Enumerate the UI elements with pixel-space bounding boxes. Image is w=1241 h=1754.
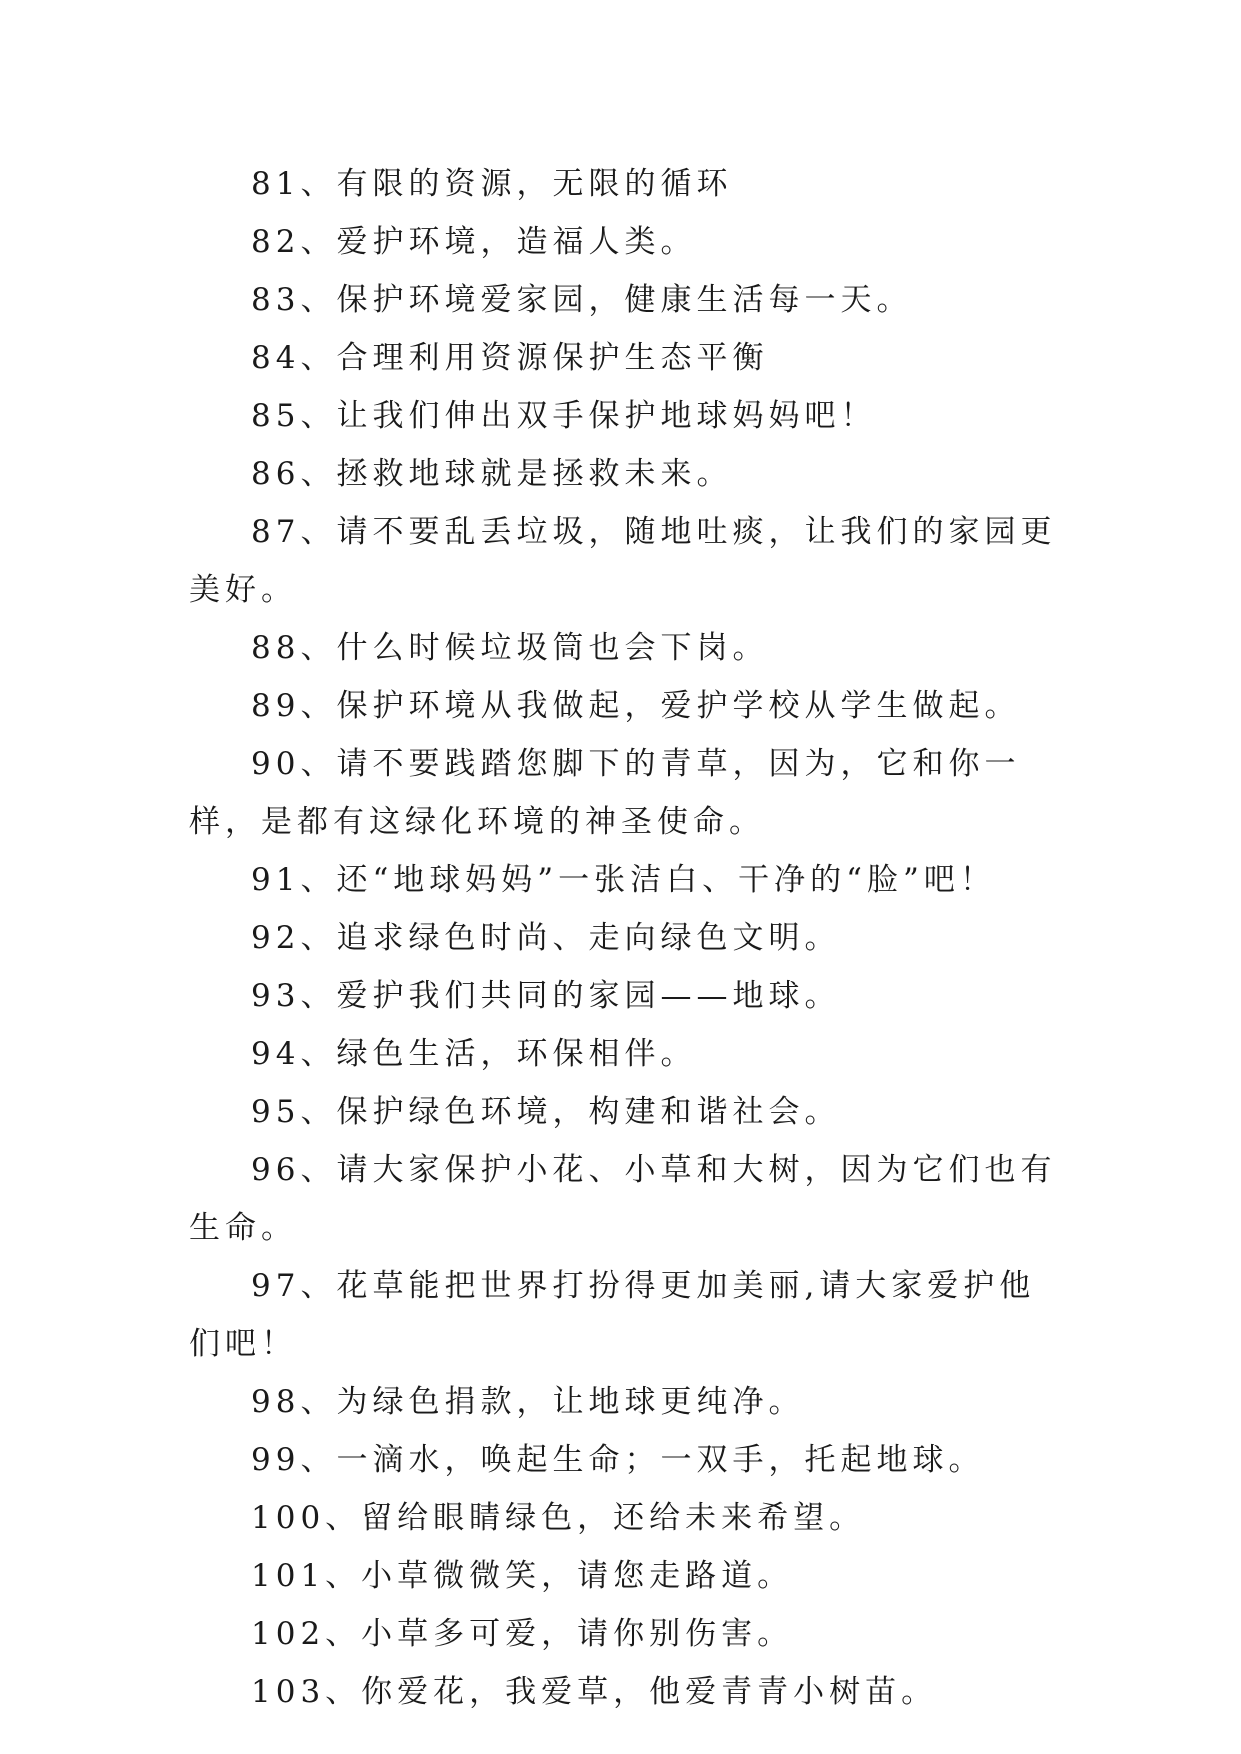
- slogan-item-103: 103、你爱花，我爱草，他爱青青小树苗。: [251, 1674, 938, 1710]
- slogan-item-81: 81、有限的资源，无限的循环: [251, 166, 733, 202]
- slogan-item-83: 83、保护环境爱家园，健康生活每一天。: [251, 282, 913, 318]
- slogan-item-89: 89、保护环境从我做起，爱护学校从学生做起。: [251, 688, 1021, 724]
- slogan-item-90: 90、请不要践踏您脚下的青草，因为，它和你一样，是都有这绿化环境的神圣使命。: [189, 746, 1021, 840]
- slogan-item-100: 100、留给眼睛绿色，还给未来希望。: [251, 1500, 866, 1536]
- slogan-item-84: 84、合理利用资源保护生态平衡: [251, 340, 769, 376]
- slogan-item-97: 97、花草能把世界打扮得更加美丽,请大家爱护他们吧！: [189, 1268, 1036, 1362]
- slogan-item-93: 93、爱护我们共同的家园——地球。: [251, 978, 841, 1014]
- slogan-item-95: 95、保护绿色环境，构建和谐社会。: [251, 1094, 841, 1130]
- slogan-item-102: 102、小草多可爱，请你别伤害。: [251, 1616, 794, 1652]
- slogan-item-94: 94、绿色生活，环保相伴。: [251, 1036, 697, 1072]
- slogan-item-91: 91、还“地球妈妈”一张洁白、干净的“脸”吧！: [251, 862, 996, 898]
- slogan-item-96: 96、请大家保护小花、小草和大树，因为它们也有生命。: [189, 1152, 1057, 1246]
- slogan-item-82: 82、爱护环境，造福人类。: [251, 224, 697, 260]
- slogan-item-92: 92、追求绿色时尚、走向绿色文明。: [251, 920, 841, 956]
- slogan-item-86: 86、拯救地球就是拯救未来。: [251, 456, 733, 492]
- slogan-list: [189, 155, 1069, 1721]
- slogan-item-87: 87、请不要乱丢垃圾，随地吐痰，让我们的家园更美好。: [189, 514, 1057, 608]
- slogan-item-99: 99、一滴水，唤起生命；一双手，托起地球。: [251, 1442, 985, 1478]
- slogan-item-85: 85、让我们伸出双手保护地球妈妈吧！: [251, 398, 877, 434]
- slogan-item-88: 88、什么时候垃圾筒也会下岗。: [251, 630, 769, 666]
- slogan-item-98: 98、为绿色捐款，让地球更纯净。: [251, 1384, 805, 1420]
- slogan-item-101: 101、小草微微笑，请您走路道。: [251, 1558, 794, 1594]
